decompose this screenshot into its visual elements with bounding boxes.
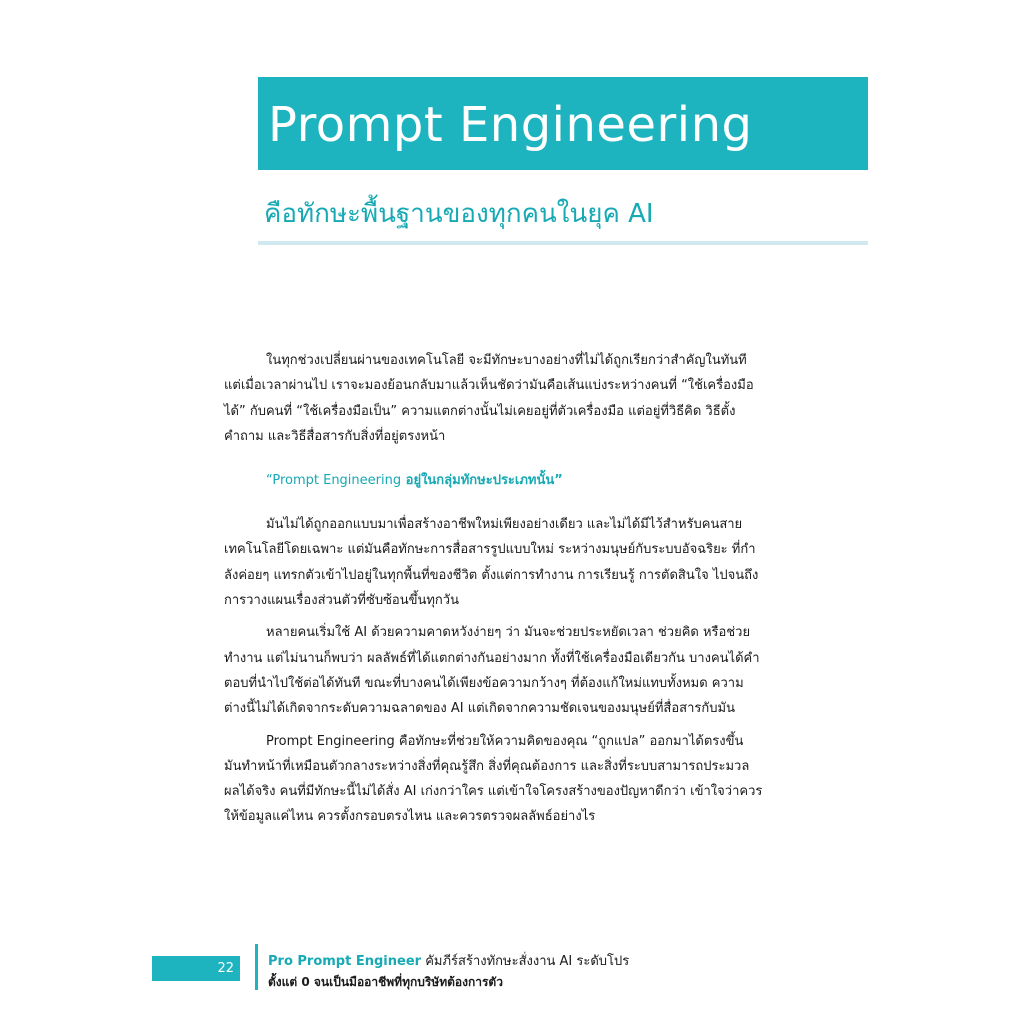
page-number: 22 <box>217 961 234 976</box>
footer-book-title-line <box>268 953 629 971</box>
footer-book-tagline: คัมภีร์สร้างทักษะสั่งงาน AI ระดับโปร <box>425 954 630 969</box>
paragraph-1: ในทุกช่วงเปลี่ยนผ่านของเทคโนโลยี จะมีทักษะบางอย่างที่ไม่ได้ถูกเรียกว่าสำคัญในทันที แต่เมื่อเวลาผ่านไป เราจะมองย้อนกลับมาแล้วเห็นชัดว่ามันคือเส้นแบ่งระหว่างคนที่ “ใช้เครื่องมือได้” กับคนที่ “ใช้เครื่องมือเป็น” ความแตกต่างนั้นไม่เคยอยู่ที่ตัวเครื่องมือ แต่อยู่ที่วิธีคิด วิธีตั้งคำถาม และวิธีสื่อสารกับสิ่งที่อยู่ตรงหน้า <box>224 353 754 444</box>
callout-thai: อยู่ในกลุ่มทักษะประเภทนั้น” <box>405 473 563 489</box>
subtitle-divider <box>258 241 868 245</box>
chapter-title: Prompt Engineering <box>268 97 753 153</box>
body-text <box>224 348 764 830</box>
paragraph-2: มันไม่ได้ถูกออกแบบมาเพื่อสร้างอาชีพใหม่เพียงอย่างเดียว และไม่ได้มีไว้สำหรับคนสายเทคโนโลยีโดยเฉพาะ แต่มันคือทักษะการสื่อสารรูปแบบใหม่ ระหว่างมนุษย์กับระบบอัจฉริยะ ที่กำลังค่อยๆ แทรกตัวเข้าไปอยู่ในทุกพื้นที่ของชีวิต ตั้งแต่การทำงาน การเรียนรู้ การตัดสินใจ ไปจนถึงการวางแผนเรื่องส่วนตัวที่ซับซ้อนขึ้นทุกวัน <box>224 517 759 609</box>
footer-book-title: Pro Prompt Engineer <box>268 954 422 969</box>
paragraph-3: หลายคนเริ่มใช้ AI ด้วยความคาดหวังง่ายๆ ว่า มันจะช่วยประหยัดเวลา ช่วยคิด หรือช่วยทำงาน แต่ไม่นานก็พบว่า ผลลัพธ์ที่ได้แตกต่างกันอย่างมาก ทั้งที่ใช้เครื่องมือเดียวกัน บางคนได้คำตอบที่นำไปใช้ต่อได้ทันที ขณะที่บางคนได้เพียงข้อความกว้างๆ ที่ต้องแก้ใหม่แทบทั้งหมด ความต่างนี้ไม่ได้เกิดจากระดับความฉลาดของ AI แต่เกิดจากความชัดเจนของมนุษย์ที่สื่อสารกับมัน <box>224 625 760 717</box>
footer-book-subline: ตั้งแต่ 0 จนเป็นมืออาชีพที่ทุกบริษัทต้องการตัว <box>268 975 503 989</box>
callout-quote <box>266 468 764 493</box>
footer-divider <box>255 944 258 990</box>
paragraph-4: Prompt Engineering คือทักษะที่ช่วยให้ความคิดของคุณ “ถูกแปล” ออกมาได้ตรงขึ้น มันทำหน้าที่เหมือนตัวกลางระหว่างสิ่งที่คุณรู้สึก สิ่งที่คุณต้องการ และสิ่งที่ระบบสามารถประมวลผลได้จริง คนที่มีทักษะนี้ไม่ได้สั่ง AI เก่งกว่าใคร แต่เข้าใจโครงสร้างของปัญหาดีกว่า เข้าใจว่าควรให้ข้อมูลแค่ไหน ควรตั้งกรอบตรงไหน และควรตรวจผลลัพธ์อย่างไร <box>224 733 763 825</box>
callout-english: “Prompt Engineering <box>266 473 402 489</box>
chapter-subtitle: คือทักษะพื้นฐานของทุกคนในยุค AI <box>264 199 654 229</box>
